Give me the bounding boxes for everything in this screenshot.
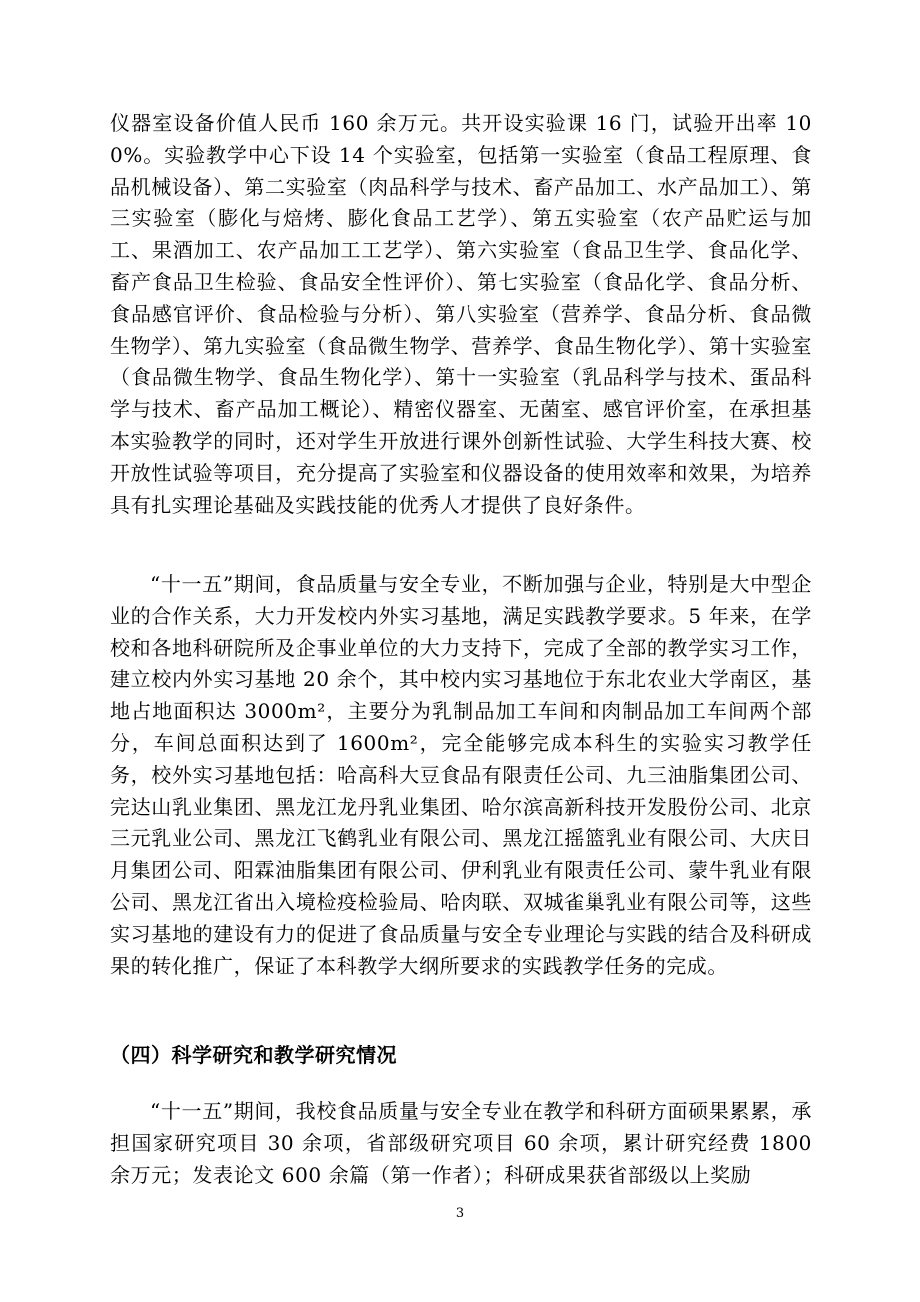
paragraph-research: “十一五”期间，我校食品质量与安全专业在教学和科研方面硕果累累，承担国家研究项目 30 余项，省部级研究项目 60 余项，累计研究经费 1800 余万元；发表论文 600 余篇（第一作者）；科研成果获省部级以上奖励 (110, 1099, 812, 1187)
paragraph-lab-facilities: 仪器室设备价值人民币 160 余万元。共开设实验课 16 门，试验开出率 100%。实验教学中心下设 14 个实验室，包括第一实验室（食品工程原理、食品机械设备）、第二实验室（肉品科学与技术、畜产品加工、水产品加工）、第三实验室（膨化与焙烤、膨化食品工艺学）、第五实验室（农产品贮运与加工、果酒加工、农产品加工工艺学）、第六实验室（食品卫生学、食品化学、畜产食品卫生检验、食品安全性评价）、第七实验室（食品化学、食品分析、食品感官评价、食品检验与分析）、第八实验室（营养学、食品分析、食品微生物学）、第九实验室（食品微生物学、营养学、食品生物化学）、第十实验室（食品微生物学、食品生物化学）、第十一实验室（乳品科学与技术、蛋品科学与技术、畜产品加工概论）、精密仪器室、无菌室、感官评价室，在承担基本实验教学的同时，还对学生开放进行课外创新性试验、大学生科技大赛、校开放性试验等项目，充分提高了实验室和仪器设备的使用效率和效果，为培养具有扎实理论基础及实践技能的优秀人才提供了良好条件。 (110, 111, 812, 517)
section-heading: （四）科学研究和教学研究情况 (110, 1043, 397, 1067)
page-number: 3 (455, 1206, 465, 1221)
paragraph-internship-bases: “十一五”期间，食品质量与安全专业，不断加强与企业，特别是大中型企业的合作关系，大力开发校内外实习基地，满足实践教学要求。5 年来，在学校和各地科研院所及企事业单位的大力支持下，完成了全部的教学实习工作，建立校内外实习基地 20 余个，其中校内实习基地位于东北农业大学南区，基地占地面积达 3000m²，主要分为乳制品加工车间和肉制品加工车间两个部分，车间总面积达到了 1600m²，完全能够完成本科生的实验实习教学任务，校外实习基地包括：哈高科大豆食品有限责任公司、九三油脂集团公司、完达山乳业集团、黑龙江龙丹乳业集团、哈尔滨高新科技开发股份公司、北京三元乳业公司、黑龙江飞鹤乳业有限公司、黑龙江摇篮乳业有限公司、大庆日月集团公司、阳霖油脂集团有限公司、伊利乳业有限责任公司、蒙牛乳业有限公司、黑龙江省出入境检疫检验局、哈肉联、双城雀巢乳业有限公司等，这些实习基地的建设有力的促进了食品质量与安全专业理论与实践的结合及科研成果的转化推广，保证了本科教学大纲所要求的实践教学任务的完成。 (110, 572, 812, 978)
